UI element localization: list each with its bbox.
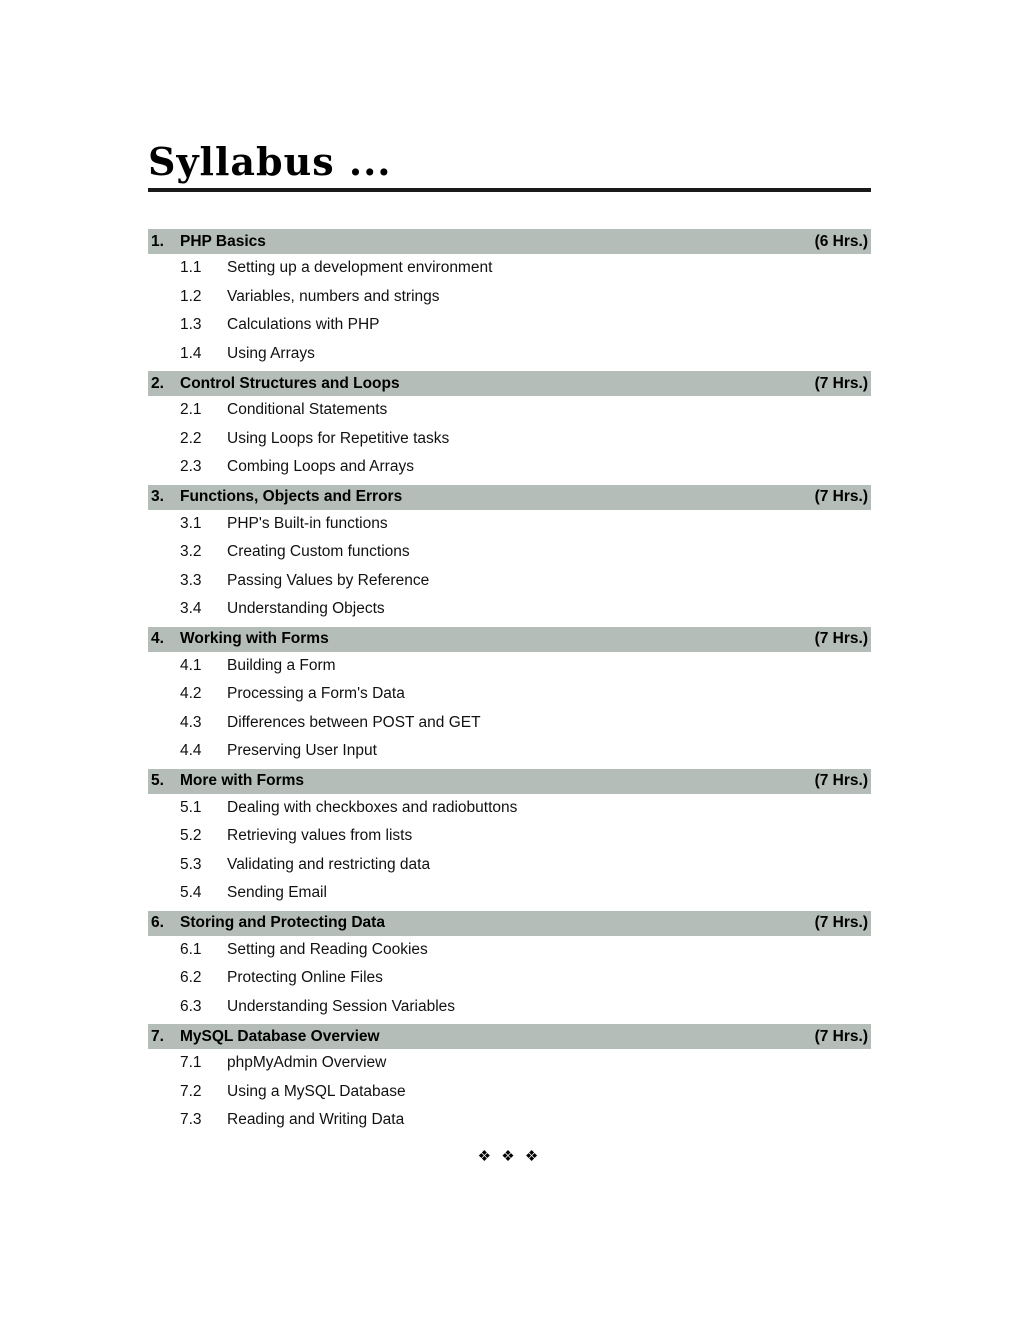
item-text: Dealing with checkboxes and radiobuttons <box>227 798 518 816</box>
syllabus-item <box>148 595 871 624</box>
item-number: 2.1 <box>180 401 202 419</box>
section-hours: (7 Hrs.) <box>814 374 868 392</box>
syllabus-item <box>148 311 871 340</box>
item-number: 3.2 <box>180 543 202 561</box>
item-text: Protecting Online Files <box>227 969 383 987</box>
syllabus-item <box>148 396 871 425</box>
item-text: Using a MySQL Database <box>227 1082 406 1100</box>
section-number: 3. <box>151 488 164 505</box>
item-text: Reading and Writing Data <box>227 1111 405 1129</box>
section-number: 2. <box>151 374 164 392</box>
item-number: 1.1 <box>180 259 202 277</box>
syllabus-item <box>148 1078 871 1107</box>
item-text: PHP's Built-in functions <box>227 514 388 532</box>
item-number: 1.2 <box>180 287 202 305</box>
item-number: 2.2 <box>180 429 202 447</box>
page-content <box>148 140 871 1165</box>
section-hours: (7 Hrs.) <box>814 488 868 505</box>
syllabus-item <box>148 453 871 482</box>
syllabus-item <box>148 964 871 993</box>
item-text: Variables, numbers and strings <box>227 287 440 305</box>
section-header <box>148 627 871 652</box>
syllabus-item <box>148 538 871 567</box>
item-text: Calculations with PHP <box>227 316 380 334</box>
item-number: 4.1 <box>180 656 202 674</box>
item-text: phpMyAdmin Overview <box>227 1054 387 1072</box>
syllabus-item <box>148 652 871 681</box>
section-number: 6. <box>151 914 164 931</box>
syllabus-item <box>148 510 871 539</box>
section-header <box>148 485 871 510</box>
section-header <box>148 1024 871 1049</box>
item-text: Combing Loops and Arrays <box>227 458 414 476</box>
syllabus-item <box>148 936 871 965</box>
item-text: Sending Email <box>227 884 327 902</box>
section-header <box>148 371 871 396</box>
item-text: Creating Custom functions <box>227 543 410 561</box>
item-number: 5.4 <box>180 884 202 902</box>
item-number: 5.1 <box>180 798 202 816</box>
item-text: Building a Form <box>227 656 336 674</box>
item-text: Setting up a development environment <box>227 259 493 277</box>
syllabus-item <box>148 851 871 880</box>
item-number: 4.4 <box>180 742 202 760</box>
item-number: 1.4 <box>180 344 202 362</box>
syllabus-list <box>148 229 871 1135</box>
syllabus-item <box>148 1106 871 1135</box>
section-hours: (7 Hrs.) <box>814 772 868 789</box>
item-text: Understanding Objects <box>227 600 385 618</box>
section-hours: (7 Hrs.) <box>814 1027 868 1045</box>
syllabus-item <box>148 283 871 312</box>
syllabus-item <box>148 879 871 908</box>
section-number: 1. <box>151 232 164 250</box>
section-header <box>148 769 871 794</box>
item-number: 7.3 <box>180 1111 202 1129</box>
section-title: PHP Basics <box>180 232 266 250</box>
syllabus-item <box>148 794 871 823</box>
title-rule <box>148 188 871 192</box>
section-title: Functions, Objects and Errors <box>180 488 403 505</box>
section-title: Control Structures and Loops <box>180 374 400 392</box>
item-text: Passing Values by Reference <box>227 571 430 589</box>
syllabus-item <box>148 680 871 709</box>
section-header <box>148 229 871 254</box>
syllabus-item <box>148 567 871 596</box>
item-number: 1.3 <box>180 316 202 334</box>
item-number: 3.3 <box>180 571 202 589</box>
syllabus-item <box>148 993 871 1022</box>
syllabus-item <box>148 340 871 369</box>
item-number: 5.2 <box>180 827 202 845</box>
section-title: More with Forms <box>180 772 305 789</box>
syllabus-item <box>148 1049 871 1078</box>
item-number: 4.2 <box>180 685 202 703</box>
syllabus-item <box>148 709 871 738</box>
item-text: Differences between POST and GET <box>227 713 481 731</box>
section-hours: (7 Hrs.) <box>814 914 868 931</box>
item-text: Understanding Session Variables <box>227 997 456 1015</box>
item-number: 5.3 <box>180 855 202 873</box>
item-text: Retrieving values from lists <box>227 827 413 845</box>
item-number: 7.2 <box>180 1082 202 1100</box>
page-title: Syllabus ... <box>148 139 392 184</box>
section-title: MySQL Database Overview <box>180 1027 380 1045</box>
item-number: 6.1 <box>180 940 202 958</box>
item-number: 7.1 <box>180 1054 202 1072</box>
item-text: Using Loops for Repetitive tasks <box>227 429 450 447</box>
syllabus-item <box>148 737 871 766</box>
item-text: Using Arrays <box>227 344 315 362</box>
footer-ornament: ❖ ❖ ❖ <box>477 1147 542 1165</box>
item-text: Preserving User Input <box>227 742 377 760</box>
section-number: 5. <box>151 772 164 789</box>
item-number: 4.3 <box>180 713 202 731</box>
syllabus-item <box>148 254 871 283</box>
item-number: 6.2 <box>180 969 202 987</box>
item-number: 3.4 <box>180 600 202 618</box>
item-number: 6.3 <box>180 997 202 1015</box>
section-hours: (7 Hrs.) <box>814 630 868 647</box>
section-header <box>148 911 871 936</box>
item-number: 2.3 <box>180 458 202 476</box>
item-text: Validating and restricting data <box>227 855 431 873</box>
item-text: Conditional Statements <box>227 401 388 419</box>
section-number: 4. <box>151 630 164 647</box>
section-title: Working with Forms <box>180 630 329 647</box>
syllabus-item <box>148 425 871 454</box>
section-title: Storing and Protecting Data <box>180 914 385 931</box>
item-text: Processing a Form's Data <box>227 685 405 703</box>
syllabus-item <box>148 822 871 851</box>
section-hours: (6 Hrs.) <box>814 232 868 250</box>
item-text: Setting and Reading Cookies <box>227 940 428 958</box>
section-number: 7. <box>151 1027 164 1045</box>
item-number: 3.1 <box>180 514 202 532</box>
